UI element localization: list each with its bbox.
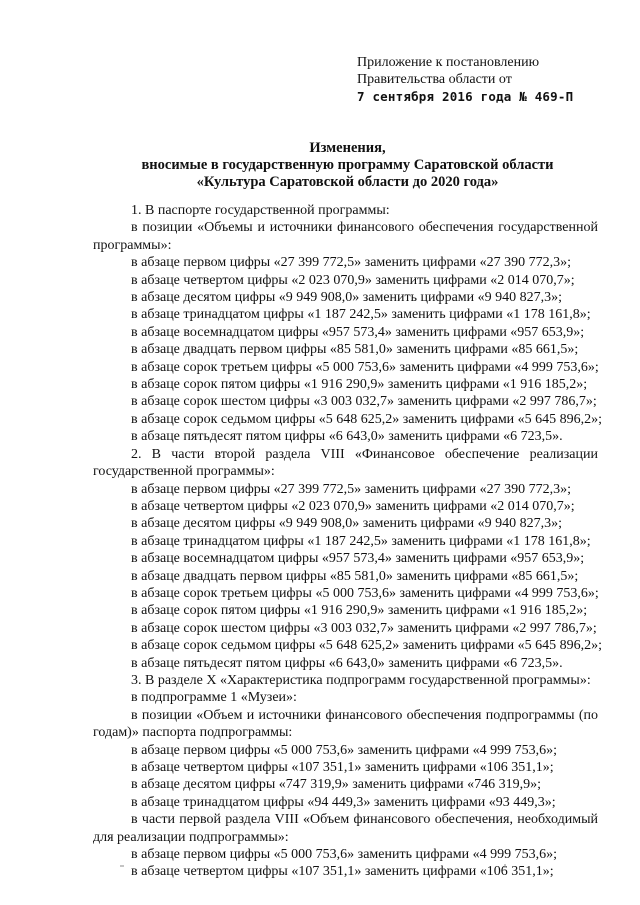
list-item: в абзаце четвертом цифры «2 023 070,9» заменить цифрами «2 014 070,7»; — [131, 498, 575, 514]
list-item: в абзаце четвертом цифры «107 351,1» заменить цифрами «106 351,1»; — [131, 760, 554, 775]
title-line-2: вносимые в государственную программу Саратовской области — [141, 157, 554, 173]
list-item: в абзаце сорок третьем цифры «5 000 753,6» заменить цифрами «4 999 753,6»; — [131, 359, 599, 375]
list-item: в абзаце первом цифры «27 399 772,5» заменить цифрами «27 390 772,3»; — [131, 255, 571, 271]
list-item: в абзаце тринадцатом цифры «1 187 242,5» заменить цифрами «1 178 161,8»; — [131, 533, 591, 549]
section-1-items — [93, 254, 603, 445]
list-item: в абзаце пятьдесят пятом цифры «6 643,0» заменить цифрами «6 723,5». — [131, 429, 563, 445]
list-item: в абзаце сорок шестом цифры «3 003 032,7» заменить цифрами «2 997 786,7»; — [131, 394, 597, 410]
section-3-heading: 3. В разделе X «Характеристика подпрограмм государственной программы»: — [131, 672, 591, 688]
section-3-items-1 — [93, 742, 598, 812]
list-item: в абзаце четвертом цифры «107 351,1» заменить цифрами «106 351,1»; — [131, 864, 554, 880]
list-item: в абзаце десятом цифры «9 949 908,0» заменить цифрами «9 940 827,3»; — [131, 516, 563, 532]
list-item: в абзаце сорок пятом цифры «1 916 290,9» заменить цифрами «1 916 185,2»; — [131, 377, 588, 393]
list-item: в абзаце десятом цифры «747 319,9» заменить цифрами «746 319,9»; — [131, 777, 542, 793]
section-3-intro-2: в части первой раздела VIII «Объем финансового обеспечения, необходимый для реализации подпрограммы»: — [93, 812, 598, 845]
section-3-items-2 — [93, 846, 598, 881]
list-item: в абзаце сорок седьмом цифры «5 648 625,2» заменить цифрами «5 645 896,2»; — [131, 638, 603, 654]
section-1-intro: в позиции «Объемы и источники финансового обеспечения государственной программы»: — [93, 220, 598, 253]
list-item: в абзаце восемнадцатом цифры «957 573,4» заменить цифрами «957 653,9»; — [131, 324, 585, 340]
document-title — [95, 140, 600, 191]
list-item: в абзаце сорок седьмом цифры «5 648 625,2» заменить цифрами «5 645 896,2»; — [131, 411, 603, 427]
list-item: в абзаце десятом цифры «9 949 908,0» заменить цифрами «9 940 827,3»; — [131, 290, 563, 306]
title-line-3: «Культура Саратовской области до 2020 года» — [196, 174, 499, 190]
list-item: в абзаце сорок пятом цифры «1 916 290,9» заменить цифрами «1 916 185,2»; — [131, 603, 588, 619]
decree-date-stamp: 7 сентября 2016 года № 469-П — [357, 89, 574, 104]
section-3-intro-1: в позиции «Объем и источники финансового обеспечения подпрограммы (по годам)» паспорта подпрограммы: — [93, 707, 598, 741]
list-item: в абзаце сорок третьем цифры «5 000 753,6» заменить цифрами «4 999 753,6»; — [131, 585, 599, 601]
list-item: в абзаце четвертом цифры «2 023 070,9» заменить цифрами «2 014 070,7»; — [131, 272, 575, 288]
document-body — [93, 202, 603, 881]
appendix-line-2: Правительства области от — [357, 72, 512, 87]
list-item: в абзаце двадцать первом цифры «85 581,0» заменить цифрами «85 661,5»; — [131, 342, 579, 358]
appendix-header — [357, 54, 627, 105]
list-item: в абзаце восемнадцатом цифры «957 573,4» заменить цифрами «957 653,9»; — [131, 551, 585, 567]
section-1-heading: 1. В паспорте государственной программы: — [131, 203, 390, 218]
section-2-items — [93, 481, 603, 672]
list-item: в абзаце первом цифры «27 399 772,5» заменить цифрами «27 390 772,3»; — [131, 481, 571, 497]
list-item: в абзаце тринадцатом цифры «1 187 242,5» заменить цифрами «1 178 161,8»; — [131, 307, 591, 323]
section-2-heading: 2. В части второй раздела VIII «Финансовое обеспечение реализации государственной программы»: — [93, 446, 598, 480]
list-item: в абзаце двадцать первом цифры «85 581,0» заменить цифрами «85 661,5»; — [131, 568, 579, 584]
title-line-1: Изменения, — [309, 140, 386, 156]
list-item: в абзаце пятьдесят пятом цифры «6 643,0» заменить цифрами «6 723,5». — [131, 655, 563, 671]
list-item: в абзаце тринадцатом цифры «94 449,3» заменить цифрами «93 449,3»; — [131, 794, 556, 810]
appendix-line-1: Приложение к постановлению — [357, 55, 540, 70]
list-item: в абзаце первом цифры «5 000 753,6» заменить цифрами «4 999 753,6»; — [131, 847, 557, 863]
list-item: в абзаце первом цифры «5 000 753,6» заменить цифрами «4 999 753,6»; — [131, 742, 557, 758]
subprogram-heading: в подпрограмме 1 «Музеи»: — [131, 690, 297, 706]
list-item: в абзаце сорок шестом цифры «3 003 032,7» заменить цифрами «2 997 786,7»; — [131, 620, 597, 636]
